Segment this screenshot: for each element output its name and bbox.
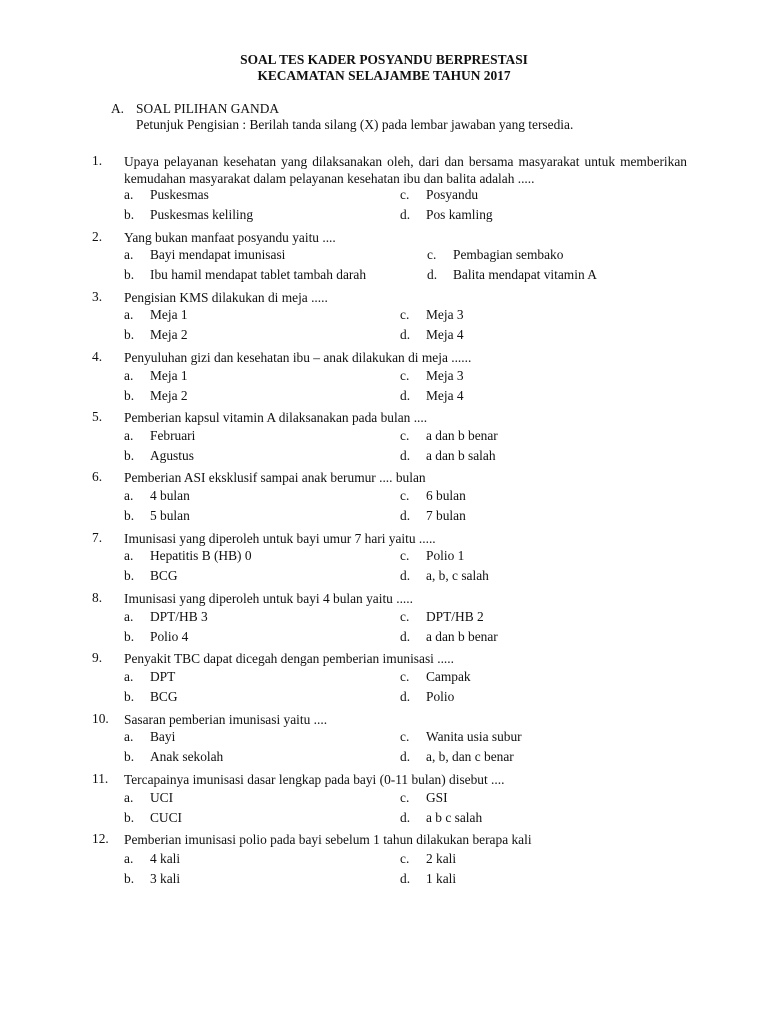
answer-option bbox=[400, 187, 478, 203]
answer-option bbox=[400, 327, 464, 343]
question-text: Tercapainya imunisasi dasar lengkap pada bayi (0-11 bulan) disebut .... bbox=[124, 772, 505, 787]
answer-option bbox=[124, 368, 188, 384]
option-letter: a. bbox=[124, 247, 134, 262]
document-title: SOAL TES KADER POSYANDU BERPRESTASI bbox=[240, 52, 528, 67]
option-letter: d. bbox=[400, 327, 411, 342]
answer-option bbox=[124, 548, 252, 564]
answer-option bbox=[124, 810, 182, 826]
option-letter: c. bbox=[427, 247, 437, 262]
answer-option bbox=[400, 388, 464, 404]
question-number: 11. bbox=[92, 771, 109, 786]
option-letter: a. bbox=[124, 307, 134, 322]
question-number: 8. bbox=[92, 590, 103, 605]
option-text: Februari bbox=[150, 428, 196, 443]
question-number: 1. bbox=[92, 153, 103, 168]
option-text: a, b, c salah bbox=[426, 568, 489, 583]
option-letter: d. bbox=[400, 207, 411, 222]
question-text: Pengisian KMS dilakukan di meja ..... bbox=[124, 290, 328, 305]
section-title: SOAL PILIHAN GANDA bbox=[136, 101, 280, 116]
section-letter: A. bbox=[111, 101, 125, 116]
option-text: Pembagian sembako bbox=[453, 247, 564, 262]
question-number: 3. bbox=[92, 289, 103, 304]
option-letter: b. bbox=[124, 629, 135, 644]
section-heading bbox=[111, 101, 279, 117]
answer-option bbox=[124, 629, 188, 645]
answer-option bbox=[427, 247, 563, 263]
option-letter: d. bbox=[400, 689, 411, 704]
option-letter: a. bbox=[124, 428, 134, 443]
option-text: a b c salah bbox=[426, 810, 483, 825]
answer-option bbox=[124, 508, 190, 524]
answer-option bbox=[124, 207, 253, 223]
answer-option bbox=[400, 810, 482, 826]
answer-option bbox=[124, 609, 208, 625]
option-text: BCG bbox=[150, 568, 178, 583]
option-letter: c. bbox=[400, 729, 410, 744]
option-text: Polio 1 bbox=[426, 548, 465, 563]
option-text: 6 bulan bbox=[426, 488, 466, 503]
option-text: Pos kamling bbox=[426, 207, 493, 222]
option-letter: b. bbox=[124, 207, 135, 222]
question-text: Pemberian kapsul vitamin A dilaksanakan pada bulan .... bbox=[124, 410, 428, 425]
answer-option bbox=[400, 851, 456, 867]
option-letter: c. bbox=[400, 851, 410, 866]
question-text: Pemberian imunisasi polio pada bayi sebelum 1 tahun dilakukan berapa kali bbox=[124, 832, 532, 847]
option-text: UCI bbox=[150, 790, 174, 805]
question-number: 10. bbox=[92, 711, 109, 726]
answer-option bbox=[400, 488, 466, 504]
option-letter: b. bbox=[124, 508, 135, 523]
option-letter: a. bbox=[124, 669, 134, 684]
answer-option bbox=[124, 749, 223, 765]
option-letter: a. bbox=[124, 548, 134, 563]
answer-option bbox=[124, 488, 190, 504]
option-text: Bayi bbox=[150, 729, 176, 744]
option-text: CUCI bbox=[150, 810, 182, 825]
option-letter: d. bbox=[400, 568, 411, 583]
answer-option bbox=[400, 871, 456, 887]
option-text: a dan b benar bbox=[426, 629, 498, 644]
option-letter: d. bbox=[400, 629, 411, 644]
option-text: Puskesmas bbox=[150, 187, 209, 202]
option-letter: a. bbox=[124, 790, 134, 805]
option-text: BCG bbox=[150, 689, 178, 704]
answer-option bbox=[400, 307, 464, 323]
option-text: 1 kali bbox=[426, 871, 457, 886]
option-letter: b. bbox=[124, 267, 135, 282]
question-number: 5. bbox=[92, 409, 103, 424]
option-letter: c. bbox=[400, 368, 410, 383]
answer-option bbox=[124, 448, 194, 464]
answer-option bbox=[400, 508, 466, 524]
option-text: Meja 3 bbox=[426, 368, 464, 383]
answer-option bbox=[124, 388, 188, 404]
option-text: a dan b salah bbox=[426, 448, 496, 463]
option-text: 7 bulan bbox=[426, 508, 466, 523]
option-text: Meja 1 bbox=[150, 307, 188, 322]
option-text: 5 bulan bbox=[150, 508, 190, 523]
instruction-text: Petunjuk Pengisian : Berilah tanda silang (X) pada lembar jawaban yang tersedia. bbox=[136, 117, 574, 132]
option-text: Hepatitis B (HB) 0 bbox=[150, 548, 252, 563]
option-letter: b. bbox=[124, 749, 135, 764]
option-text: 3 kali bbox=[150, 871, 181, 886]
option-letter: b. bbox=[124, 689, 135, 704]
option-letter: a. bbox=[124, 609, 134, 624]
answer-option bbox=[400, 548, 464, 564]
answer-option bbox=[400, 689, 454, 705]
option-text: DPT/HB 2 bbox=[426, 609, 484, 624]
option-letter: c. bbox=[400, 428, 410, 443]
answer-option bbox=[124, 790, 173, 806]
answer-option bbox=[124, 871, 180, 887]
option-letter: d. bbox=[427, 267, 438, 282]
question-text: Upaya pelayanan kesehatan yang dilaksanakan oleh, dari dan bersama masyarakat untuk memberikan kemudahan masyarakat dalam pelayanan kesehatan ibu dan balita adalah ..... bbox=[124, 154, 687, 186]
answer-option bbox=[400, 368, 464, 384]
option-text: GSI bbox=[426, 790, 448, 805]
answer-option bbox=[124, 327, 188, 343]
option-text: DPT bbox=[150, 669, 176, 684]
option-text: Ibu hamil mendapat tablet tambah darah bbox=[150, 267, 367, 282]
question-number: 6. bbox=[92, 469, 103, 484]
option-letter: c. bbox=[400, 669, 410, 684]
option-text: Posyandu bbox=[426, 187, 479, 202]
option-text: a, b, dan c benar bbox=[426, 749, 514, 764]
option-text: Meja 4 bbox=[426, 388, 464, 403]
question-text: Yang bukan manfaat posyandu yaitu .... bbox=[124, 230, 336, 245]
option-text: Anak sekolah bbox=[150, 749, 224, 764]
answer-option bbox=[400, 428, 498, 444]
option-text: Agustus bbox=[150, 448, 194, 463]
question-number: 7. bbox=[92, 530, 103, 545]
answer-option bbox=[124, 669, 175, 685]
answer-option bbox=[400, 749, 514, 765]
option-text: Campak bbox=[426, 669, 471, 684]
option-text: Meja 1 bbox=[150, 368, 188, 383]
answer-option bbox=[124, 247, 285, 263]
question-text: Imunisasi yang diperoleh untuk bayi umur 7 hari yaitu ..... bbox=[124, 531, 436, 546]
option-letter: a. bbox=[124, 368, 134, 383]
option-letter: d. bbox=[400, 388, 411, 403]
option-letter: b. bbox=[124, 568, 135, 583]
answer-option bbox=[124, 689, 178, 705]
option-text: Wanita usia subur bbox=[426, 729, 522, 744]
option-letter: b. bbox=[124, 448, 135, 463]
option-letter: c. bbox=[400, 488, 410, 503]
option-letter: d. bbox=[400, 871, 411, 886]
option-text: Meja 2 bbox=[150, 327, 188, 342]
option-letter: b. bbox=[124, 388, 135, 403]
question-number: 9. bbox=[92, 650, 103, 665]
option-text: Meja 4 bbox=[426, 327, 464, 342]
answer-option bbox=[124, 729, 175, 745]
option-letter: d. bbox=[400, 749, 411, 764]
option-letter: c. bbox=[400, 548, 410, 563]
option-letter: d. bbox=[400, 508, 411, 523]
option-text: Polio 4 bbox=[150, 629, 189, 644]
answer-option bbox=[124, 267, 366, 283]
option-letter: c. bbox=[400, 790, 410, 805]
answer-option bbox=[400, 207, 493, 223]
option-letter: c. bbox=[400, 307, 410, 322]
option-text: 4 bulan bbox=[150, 488, 190, 503]
option-letter: c. bbox=[400, 187, 410, 202]
question-text: Imunisasi yang diperoleh untuk bayi 4 bulan yaitu ..... bbox=[124, 591, 413, 606]
answer-option bbox=[400, 629, 498, 645]
option-text: Balita mendapat vitamin A bbox=[453, 267, 597, 282]
question-number: 12. bbox=[92, 831, 109, 846]
question-number: 2. bbox=[92, 229, 103, 244]
answer-option bbox=[124, 307, 188, 323]
answer-option bbox=[400, 609, 484, 625]
question-number: 4. bbox=[92, 349, 103, 364]
option-letter: a. bbox=[124, 187, 134, 202]
option-text: Polio bbox=[426, 689, 455, 704]
answer-option bbox=[400, 729, 522, 745]
answer-option bbox=[400, 568, 489, 584]
answer-option bbox=[124, 187, 209, 203]
option-text: Bayi mendapat imunisasi bbox=[150, 247, 286, 262]
option-letter: d. bbox=[400, 810, 411, 825]
option-letter: a. bbox=[124, 488, 134, 503]
option-letter: b. bbox=[124, 810, 135, 825]
answer-option bbox=[400, 448, 496, 464]
option-text: Meja 3 bbox=[426, 307, 464, 322]
option-text: DPT/HB 3 bbox=[150, 609, 208, 624]
option-letter: a. bbox=[124, 729, 134, 744]
option-text: Meja 2 bbox=[150, 388, 188, 403]
option-text: 4 kali bbox=[150, 851, 181, 866]
option-letter: b. bbox=[124, 327, 135, 342]
answer-option bbox=[400, 790, 448, 806]
question-text: Pemberian ASI eksklusif sampai anak berumur .... bulan bbox=[124, 470, 426, 485]
option-letter: c. bbox=[400, 609, 410, 624]
option-letter: b. bbox=[124, 871, 135, 886]
option-letter: d. bbox=[400, 448, 411, 463]
option-letter: a. bbox=[124, 851, 134, 866]
answer-option bbox=[124, 428, 195, 444]
question-text: Penyuluhan gizi dan kesehatan ibu – anak dilakukan di meja ...... bbox=[124, 350, 472, 365]
answer-option bbox=[124, 851, 180, 867]
question-text: Sasaran pemberian imunisasi yaitu .... bbox=[124, 712, 328, 727]
document-subtitle: KECAMATAN SELAJAMBE TAHUN 2017 bbox=[257, 68, 511, 83]
question-text: Penyakit TBC dapat dicegah dengan pemberian imunisasi ..... bbox=[124, 651, 454, 666]
answer-option bbox=[124, 568, 178, 584]
option-text: a dan b benar bbox=[426, 428, 498, 443]
option-text: 2 kali bbox=[426, 851, 457, 866]
answer-option bbox=[400, 669, 471, 685]
answer-option bbox=[427, 267, 597, 283]
option-text: Puskesmas keliling bbox=[150, 207, 254, 222]
